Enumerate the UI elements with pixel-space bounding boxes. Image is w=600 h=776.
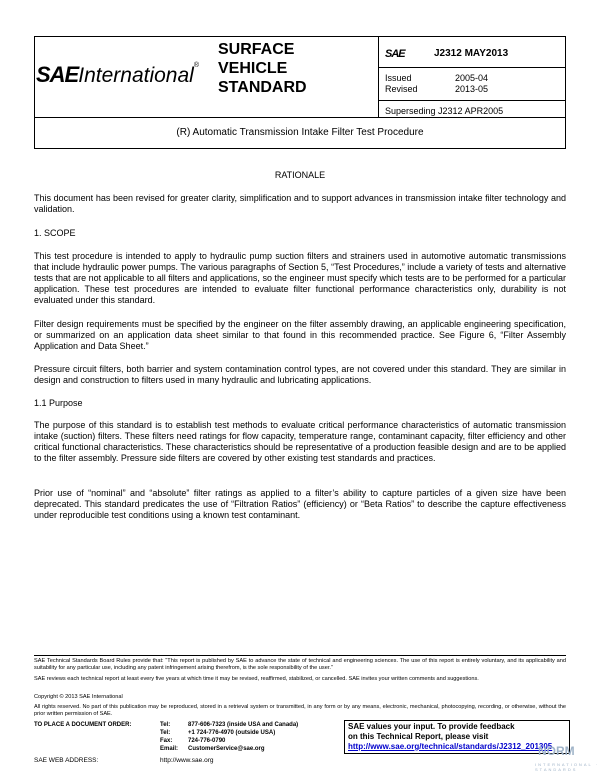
sae-international-logo xyxy=(36,62,199,88)
feedback-link[interactable]: http://www.sae.org/technical/standards/J2312_201305 xyxy=(348,742,553,751)
web-label: SAE WEB ADDRESS: xyxy=(34,757,99,764)
tel-number-1: 877-606-7323 (inside USA and Canada) xyxy=(188,722,299,728)
footer-rule xyxy=(34,655,566,656)
email-label: Email: xyxy=(160,746,179,752)
scope-heading: 1. SCOPE xyxy=(34,228,76,238)
logo-registered-mark: ® xyxy=(193,62,200,69)
revised-date: 2013-05 xyxy=(455,84,489,94)
web-address[interactable]: http://www.sae.org xyxy=(160,757,214,764)
fax-number: 724-776-0790 xyxy=(188,738,226,744)
rationale-heading: RATIONALE xyxy=(274,170,326,180)
purpose-paragraph-1: The purpose of this standard is to establish test methods to evaluate critical performance characteristics of automatic transmission intake (suction) filters. These filters need ratings for flow capacity, temperature range, contaminant capacity, filter efficiency and other critical functional characteristics. These characteristics should be representative of a production feasible design and are to be applied to the filter assembly. Pressure side filters are covered by other existing test standards and practices. xyxy=(34,420,566,463)
document-title: (R) Automatic Transmission Intake Filter Test Procedure xyxy=(34,117,566,149)
footer-copyright: Copyright © 2013 SAE International xyxy=(34,694,123,700)
issued-date: 2005-04 xyxy=(455,73,489,83)
scope-paragraph-1: This test procedure is intended to apply to hydraulic pump suction filters and strainers used in automotive automatic transmissions that include hydraulic power pumps. The various paragraphs of Section 5, “Test Procedures,” include a variety of tests and alternative tests that are not applicable to all filters and applications, so the engineer must specify which tests are to be performed for a particular application. These test procedures are intended to evaluate filter functional performance characteristics only, durability is not evaluated under this standard. xyxy=(34,251,566,305)
norm-watermark: NORM xyxy=(538,744,575,758)
feedback-line-2: on this Technical Report, please visit xyxy=(348,732,489,741)
standard-type-line2: VEHICLE xyxy=(218,60,288,77)
purpose-heading: 1.1 Purpose xyxy=(34,398,83,408)
tel-label-2: Tel: xyxy=(160,730,171,736)
footer-rules-text: SAE Technical Standards Board Rules provide that: “This report is published by SAE to advance the state of technical and engineering sciences. The use of this report is entirely voluntary, and its applicability and suitability for any particular use, including any patent infringement arising therefrom, is the sole responsibility of the user.” xyxy=(34,658,566,671)
logo-sae-text: SAE xyxy=(36,62,79,87)
scope-paragraph-3: Pressure circuit filters, both barrier and system contamination control types, are not covered under this standard. They are similar in design and construction to filters used in many hydraulic and lubricating applications. xyxy=(34,364,566,385)
email-address[interactable]: CustomerService@sae.org xyxy=(188,746,265,752)
document-number: J2312 MAY2013 xyxy=(434,48,509,59)
issued-label: Issued xyxy=(385,73,412,83)
header-rule-1 xyxy=(378,67,566,68)
header-divider xyxy=(378,37,379,117)
feedback-box xyxy=(344,720,570,754)
superseding-note: Superseding J2312 APR2005 xyxy=(385,106,504,116)
standard-type-line3: STANDARD xyxy=(218,79,307,96)
standard-type-line1: SURFACE xyxy=(218,41,295,58)
feedback-line-1: SAE values your input. To provide feedback xyxy=(348,722,515,731)
revised-label: Revised xyxy=(385,84,418,94)
tel-number-2: +1 724-776-4970 (outside USA) xyxy=(188,730,276,736)
sae-mini-logo: SAE xyxy=(385,48,405,60)
norm-watermark-sub: INTERNATIONAL · STANDARDS xyxy=(535,762,600,772)
fax-label: Fax: xyxy=(160,738,173,744)
order-label: TO PLACE A DOCUMENT ORDER: xyxy=(34,722,132,728)
header-rule-2 xyxy=(378,100,566,101)
footer-review-text: SAE reviews each technical report at least every five years at which time it may be revised, reaffirmed, stabilized, or cancelled. SAE invites your written comments and suggestions. xyxy=(34,676,479,682)
logo-international-text: International xyxy=(78,64,194,87)
standard-type xyxy=(218,40,338,97)
rationale-text: This document has been revised for greater clarity, simplification and to support advances in transmission intake filter technology and validation. xyxy=(34,193,566,214)
scope-paragraph-2: Filter design requirements must be specified by the engineer on the filter assembly drawing, an applicable engineering specification, or summarized on an application data sheet similar to that found in this recommended practice. See Figure 6, “Filter Assembly Application and Data Sheet.” xyxy=(34,319,566,351)
purpose-paragraph-2: Prior use of “nominal” and “absolute” filter ratings as applied to a filter’s ability to capture particles of a given size have been deprecated. This standard predicates the use of “Filtration Ratios” (efficiency) or “Beta Ratios” to describe the capture effectiveness under reproducible test conditions using a known test contaminant. xyxy=(34,488,566,520)
tel-label-1: Tel: xyxy=(160,722,171,728)
footer-rights-text: All rights reserved. No part of this publication may be reproduced, stored in a retrieval system or transmitted, in any form or by any means, electronic, mechanical, photocopying, recording, or otherwise, without the prior written permission of SAE. xyxy=(34,704,566,717)
